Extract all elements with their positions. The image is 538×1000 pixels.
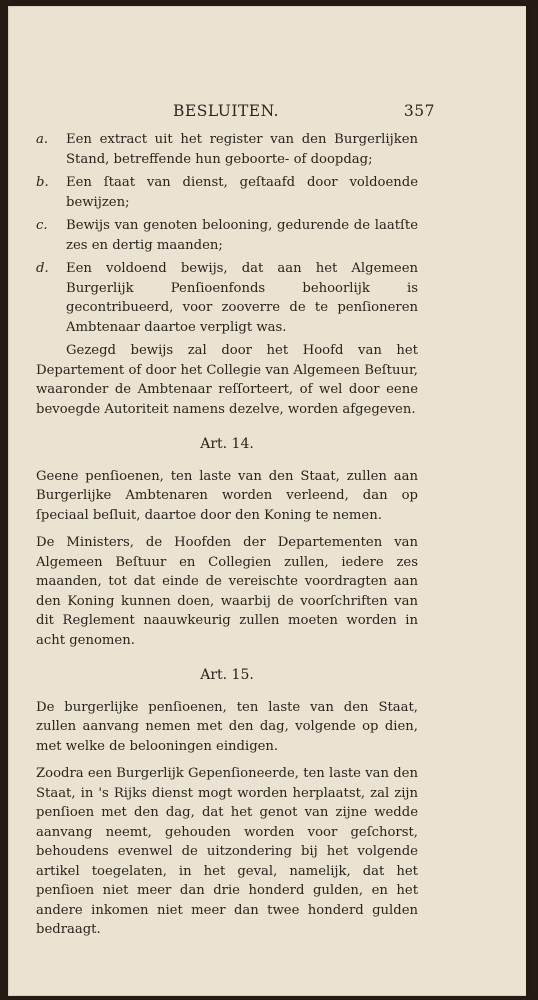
- list-item-text: Een extract uit het register van den Burgerlijken Stand, betreffende hun geboorte- of doopdag;: [66, 132, 418, 167]
- article-14-paragraph-1: Geene penſioenen, ten laste van den Staat, zullen aan Burgerlijke Ambtenaren worden verleend, dan op ſpeciaal beſluit, daartoe door den Koning te nemen.: [36, 468, 418, 523]
- article-14-heading: Art. 14.: [200, 436, 254, 452]
- article-15-paragraph-2: Zoodra een Burgerlijk Gepenſioneerde, ten laste van den Staat, in 's Rijks dienst mogt worden herplaatst, zal zijn penſioen met den dag, dat het genot van zijne wedde aanvang neemt, gehouden worden voor geſchorst, behoudens evenwel de uitzondering bij het volgende artikel toegelaten, in het geval, namelijk, dat het penſioen niet meer dan drie honderd gulden, en het andere inkomen niet meer dan twee honderd gulden bedraagt.: [36, 766, 418, 937]
- running-header: [173, 102, 435, 126]
- running-title: BESLUITEN.: [173, 102, 280, 120]
- article-15-paragraph-1: De burgerlijke penſioenen, ten laste van den Staat, zullen aanvang nemen met den dag, volgende op dien, met welke de belooningen eindigen.: [36, 699, 418, 754]
- book-page: [8, 6, 532, 996]
- list-item-text: Een ſtaat van dienst, geſtaafd door voldoende bewijzen;: [66, 175, 418, 210]
- list-item-label: a.: [36, 132, 49, 147]
- list-item-d: [36, 259, 418, 337]
- article-15-heading: Art. 15.: [200, 667, 254, 683]
- article-14-paragraph-2: De Ministers, de Hoofden der Departementen van Algemeen Beſtuur en Collegien zullen, iedere zes maanden, tot dat einde de vereischte voordragten aan den Koning kunnen doen, waarbij de voorſchriften van dit Reglement naauwkeurig zullen moeten worden in acht genomen.: [36, 535, 418, 648]
- list-item-label: c.: [36, 218, 48, 233]
- list-item-c: [36, 216, 418, 255]
- page-body: [36, 130, 418, 948]
- paragraph-proof: Gezegd bewijs zal door het Hoofd van het Departement of door het Collegie van Algemeen Beſtuur, waaronder de Ambtenaar reſſorteert, of wel door eene bevoegde Autoriteit namens dezelve, worden afgegeven.: [36, 343, 418, 417]
- list-item-label: d.: [36, 261, 49, 276]
- list-item-label: b.: [36, 175, 49, 190]
- list-item-text: Bewijs van genoten belooning, gedurende de laatſte zes en dertig maanden;: [66, 218, 418, 253]
- page-number: 357: [403, 102, 435, 120]
- list-item-text: Een voldoend bewijs, dat aan het Algemeen Burgerlijk Penſioenfonds behoorlijk is gecontribueerd, voor zooverre de te penſioneren Ambtenaar daartoe verpligt was.: [66, 261, 418, 335]
- list-item-b: [36, 173, 418, 212]
- list-item-a: [36, 130, 418, 169]
- page-edge-shadow: [526, 6, 532, 996]
